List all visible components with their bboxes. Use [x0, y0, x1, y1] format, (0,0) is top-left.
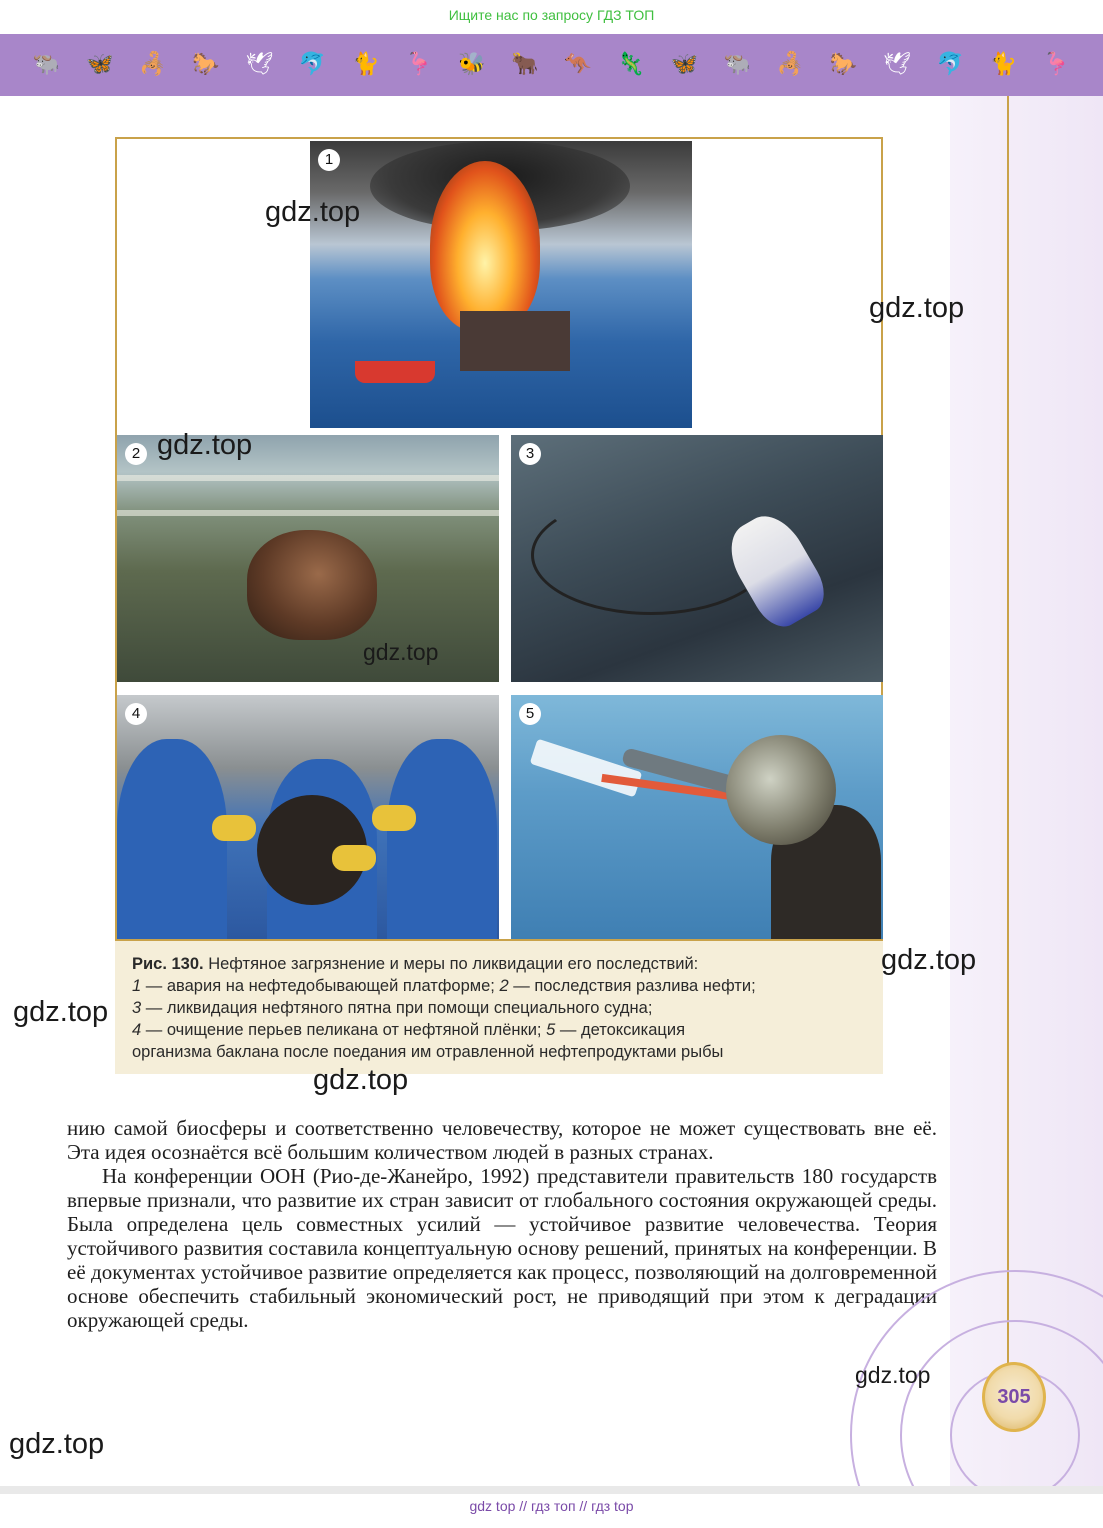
photo-number: 3 [519, 443, 541, 465]
animal-icon: 🦎 [617, 52, 645, 77]
cleanup-vessel-photo [511, 435, 883, 682]
wave-crest [117, 510, 499, 516]
animal-icon: 🦂 [776, 52, 805, 77]
top-banner: Ищите нас по запросу ГДЗ ТОП [448, 7, 655, 23]
watermark: gdz.top [869, 292, 965, 324]
animal-band [0, 34, 1103, 96]
page-number: 305 [982, 1362, 1046, 1432]
volunteer-figure [117, 739, 227, 939]
cormorant-head [726, 735, 836, 845]
fireboat [355, 361, 435, 383]
animal-icon: 🐈 [351, 52, 380, 77]
animal-icon: 🕊 [245, 52, 274, 77]
photo-number: 5 [519, 703, 541, 725]
glove [372, 805, 416, 831]
animal-icon: 🐎 [192, 52, 220, 77]
watermark: gdz.top [313, 1064, 409, 1096]
animal-icon: 🦩 [405, 52, 433, 77]
photo-number: 1 [318, 149, 340, 171]
watermark: gdz.top [881, 944, 977, 976]
cleaning-pelican-photo [117, 695, 499, 939]
paragraph: На конференции ООН (Рио-де-Жанейро, 1992) представители правительств 180 государств впервые признали, что развитие их стран зависит от глобального состояния окружающей среды. Была определена цель совместных усилий — устойчивое развитие человечества. Теория устойчивого развития составила концептуальную основу решений, принятых на конференции. В её документах устойчивое развитие определяется как процесс, позволяющий на долговременной основе обеспечить стабильный экономический рост, не приводящий при этом к деградации окружающей среды. [67, 1164, 937, 1332]
glove [332, 845, 376, 871]
caption-line: организма баклана после поедания им отравленной нефтепродуктами рыбы [132, 1043, 724, 1061]
photo-number: 2 [125, 443, 147, 465]
caption-item: — авария на нефтедобывающей платформе; [145, 977, 495, 995]
caption-item: — детоксикация [559, 1021, 686, 1039]
animal-icon: 🐂 [511, 52, 539, 77]
syringe [530, 739, 643, 798]
watermark: gdz.top [363, 639, 439, 665]
animal-icon: 🐈 [989, 52, 1017, 77]
footer: gdz top // гдз топ // гдз top [469, 1498, 634, 1514]
watermark: gdz.top [265, 196, 361, 228]
volunteer-figure [387, 739, 497, 939]
animal-icon: 🕊 [882, 52, 911, 77]
watermark: gdz.top [9, 1428, 105, 1460]
bottom-strip [0, 1486, 1103, 1494]
paragraph: нию самой биосферы и соответственно человечеству, которое не может существовать вне её. Эта идея осознаётся всё большим количеством людей в разных странах. [67, 1116, 937, 1164]
platform-rig [460, 311, 570, 371]
animal-icon: 🐝 [458, 52, 486, 77]
animal-icon: 🦋 [670, 52, 698, 77]
caption-line [132, 953, 867, 975]
caption-item: — ликвидация нефтяного пятна при помощи специального судна; [145, 999, 653, 1017]
item-number: 4 [132, 1021, 142, 1039]
item-number: 3 [132, 999, 142, 1017]
caption-line [132, 1019, 867, 1041]
caption-item: — последствия разлива нефти; [513, 977, 756, 995]
figure-130 [115, 137, 883, 941]
photo-number: 4 [125, 703, 147, 725]
pelican-figure [247, 530, 377, 640]
caption-title: Нефтяное загрязнение и меры по ликвидации его последствий: [208, 955, 699, 973]
watermark: gdz.top [157, 429, 253, 461]
animal-icon: 🐃 [32, 52, 61, 77]
glove [212, 815, 256, 841]
item-number: 5 [546, 1021, 556, 1039]
figure-caption [115, 941, 883, 1074]
oiled-pelican-photo [117, 435, 499, 682]
caption-line [132, 997, 867, 1019]
animal-icon: 🐎 [829, 52, 858, 77]
oil-platform-fire-photo [310, 141, 692, 428]
figure-label: Рис. 130. [132, 955, 204, 973]
fire-plume [430, 161, 540, 331]
item-number: 2 [499, 977, 509, 995]
animal-icon: 🦋 [85, 52, 114, 77]
animal-icon: 🦘 [564, 52, 592, 77]
animal-icon: 🐬 [298, 52, 327, 77]
item-number: 1 [132, 977, 142, 995]
animal-icon: 🐃 [723, 52, 751, 77]
caption-item: — очищение перьев пеликана от нефтяной плёнки; [145, 1021, 542, 1039]
cormorant-detox-photo [511, 695, 883, 939]
margin-rule [1007, 96, 1009, 1366]
body-text [67, 1116, 937, 1332]
animal-icon: 🦂 [139, 52, 167, 77]
watermark: gdz.top [13, 996, 109, 1028]
wave-crest [117, 475, 499, 481]
watermark: gdz.top [855, 1362, 931, 1388]
animal-icon: 🦩 [1042, 52, 1071, 77]
caption-line [132, 975, 867, 997]
animal-icon: 🐬 [936, 52, 964, 77]
